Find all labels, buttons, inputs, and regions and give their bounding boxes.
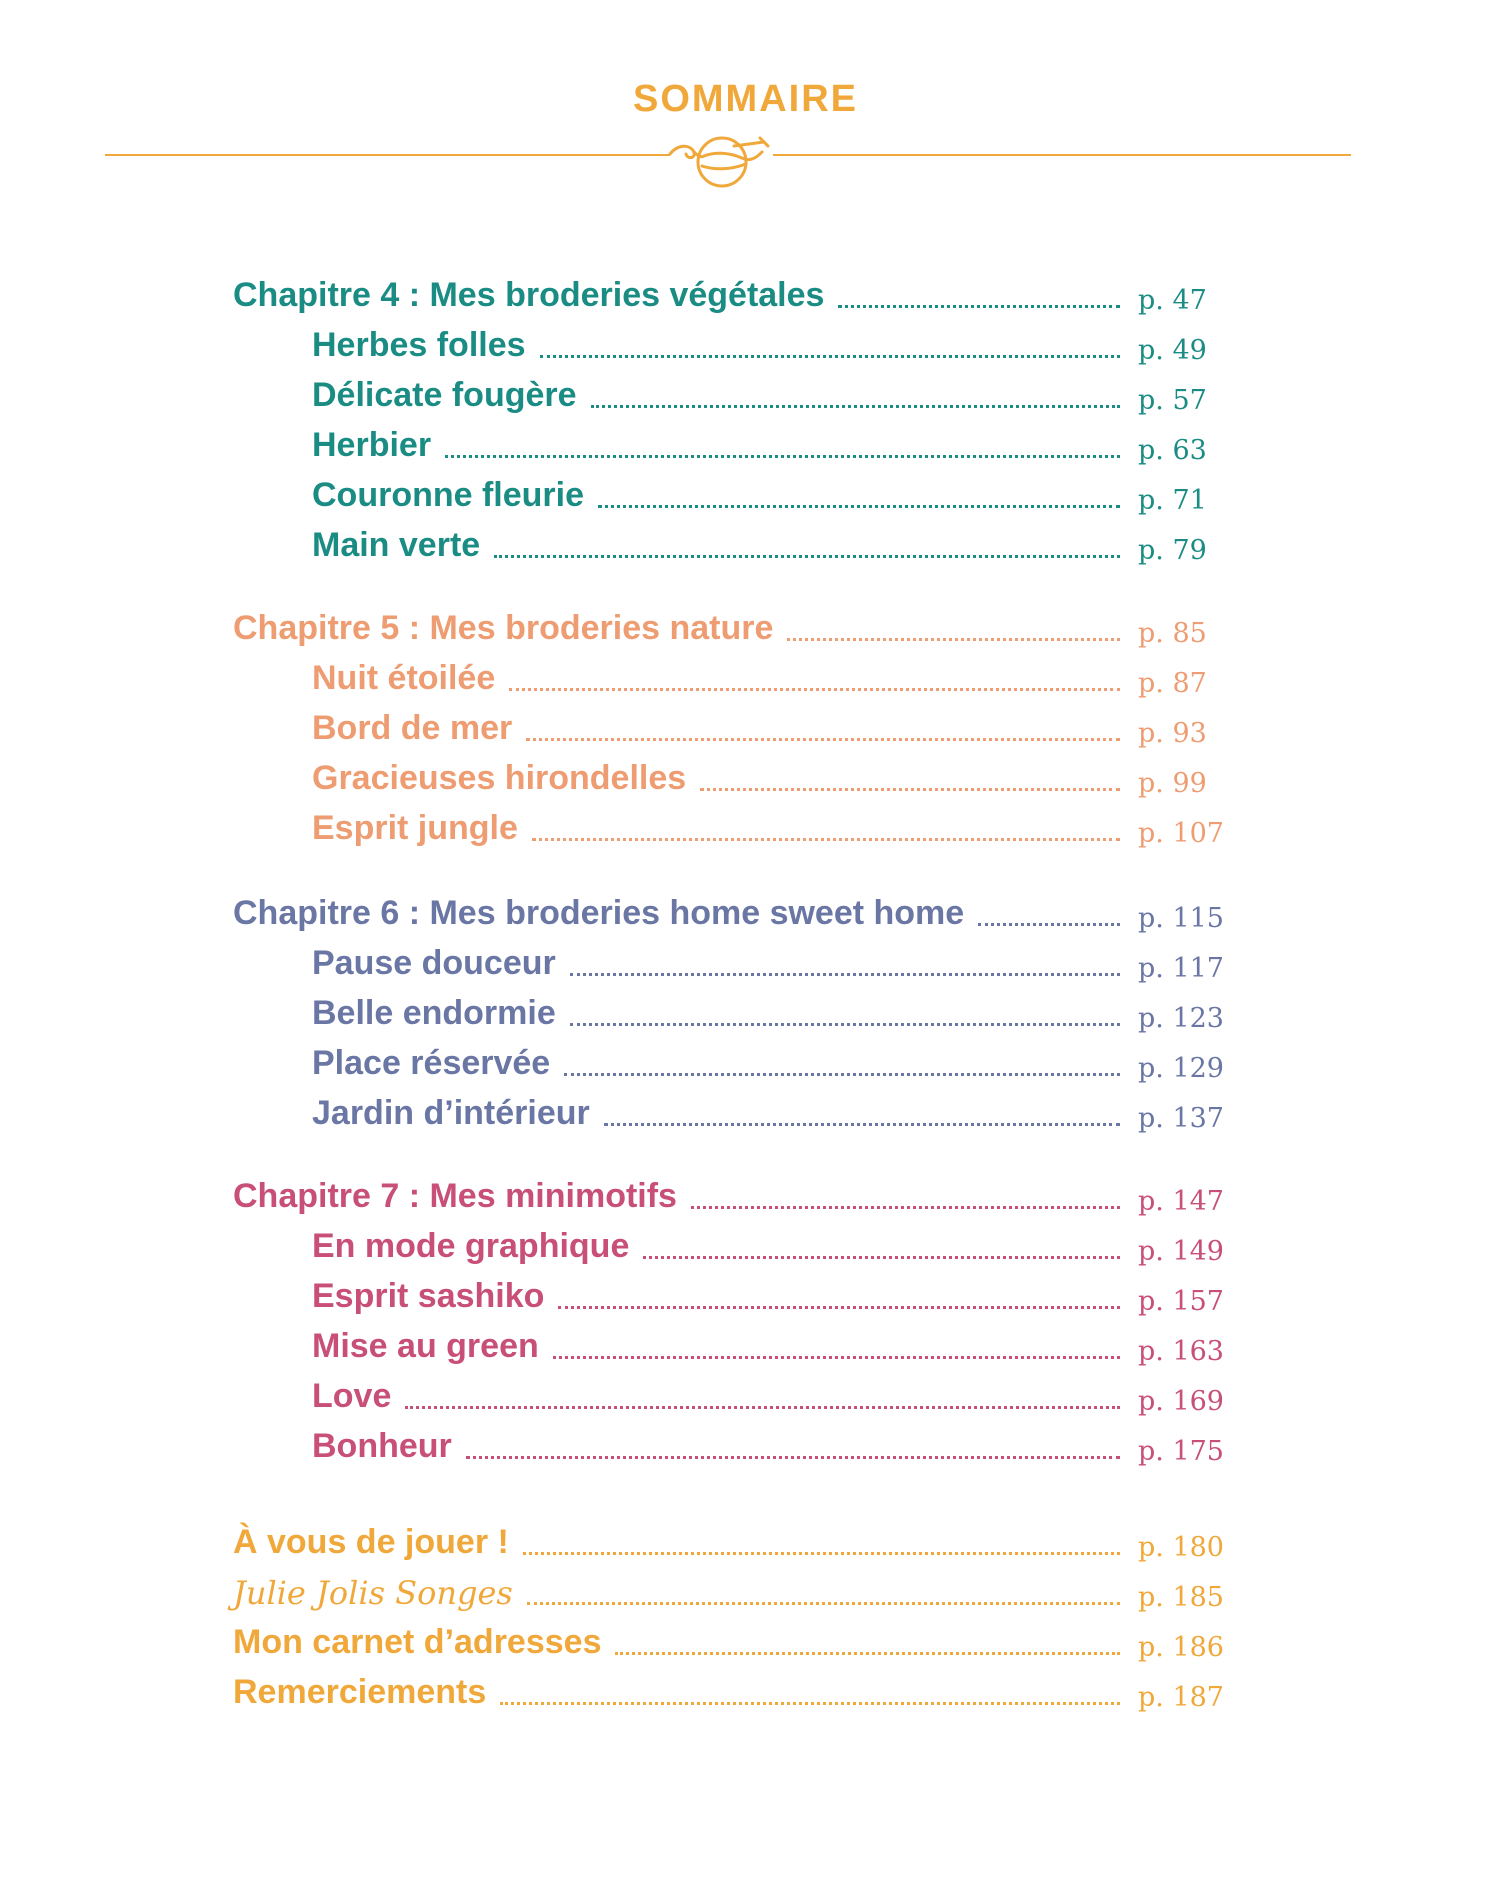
dot-leader: [494, 555, 1120, 558]
dot-leader: [691, 1206, 1120, 1209]
dot-leader: [643, 1256, 1120, 1259]
dot-leader: [509, 688, 1120, 691]
dot-leader: [445, 455, 1120, 458]
section-entry[interactable]: [0, 370, 1491, 420]
header-rule-left: [105, 154, 670, 156]
dot-leader: [523, 1552, 1120, 1555]
page-number: p. 87: [1138, 668, 1207, 699]
dot-leader: [604, 1123, 1120, 1126]
page-number: p. 115: [1138, 903, 1224, 934]
page-number: p. 93: [1138, 718, 1207, 749]
entry-title: Jardin d’intérieur: [312, 1094, 590, 1132]
entry-title: Esprit sashiko: [312, 1277, 545, 1315]
page-number: p. 47: [1138, 285, 1207, 316]
section-entry[interactable]: [0, 1088, 1491, 1138]
section-entry[interactable]: [0, 938, 1491, 988]
dot-leader: [564, 1073, 1120, 1076]
page-number: p. 157: [1138, 1286, 1224, 1317]
dot-leader: [978, 923, 1120, 926]
page-number: p. 147: [1138, 1186, 1224, 1217]
section-entry[interactable]: [0, 420, 1491, 470]
page-number: p. 163: [1138, 1336, 1224, 1367]
entry-title: Gracieuses hirondelles: [312, 759, 687, 797]
chapter-entry[interactable]: [0, 603, 1491, 653]
dot-leader: [540, 355, 1120, 358]
section-entry[interactable]: [0, 1371, 1491, 1421]
entry-title: Love: [312, 1377, 392, 1415]
dot-leader: [466, 1456, 1120, 1459]
dot-leader: [787, 638, 1120, 641]
section-entry[interactable]: [0, 753, 1491, 803]
entry-title: Herbes folles: [312, 326, 526, 364]
header-rule-right: [773, 154, 1351, 156]
dot-leader: [500, 1702, 1120, 1705]
dot-leader: [700, 788, 1120, 791]
entry-title: Remerciements: [233, 1673, 487, 1711]
page-number: p. 186: [1138, 1632, 1224, 1663]
dot-leader: [558, 1306, 1120, 1309]
page-number: p. 49: [1138, 335, 1207, 366]
page-title: SOMMAIRE: [633, 78, 858, 120]
page-number: p. 187: [1138, 1682, 1224, 1713]
section-entry[interactable]: [0, 803, 1491, 853]
entry-title: Belle endormie: [312, 994, 556, 1032]
entry-title: Esprit jungle: [312, 809, 518, 847]
page-number: p. 85: [1138, 618, 1207, 649]
page-number: p. 137: [1138, 1103, 1224, 1134]
page-number: p. 107: [1138, 818, 1224, 849]
section-entry[interactable]: [0, 703, 1491, 753]
chapter-entry[interactable]: [0, 888, 1491, 938]
dot-leader: [553, 1356, 1120, 1359]
section-entry[interactable]: [0, 1271, 1491, 1321]
chapter-title: Chapitre 5 : Mes broderies nature: [233, 609, 774, 647]
dot-leader: [527, 1602, 1120, 1605]
entry-title: Herbier: [312, 426, 432, 464]
section-entry[interactable]: [0, 1421, 1491, 1471]
entry-title: Pause douceur: [312, 944, 556, 982]
dot-leader: [405, 1406, 1120, 1409]
chapter-entry[interactable]: [0, 1171, 1491, 1221]
entry-title: Bonheur: [312, 1427, 452, 1465]
back-matter-entry[interactable]: [0, 1567, 1491, 1617]
page-number: p. 129: [1138, 1053, 1224, 1084]
entry-title: Bord de mer: [312, 709, 513, 747]
page-header: [0, 0, 1491, 200]
section-entry[interactable]: [0, 320, 1491, 370]
chapter-title: Chapitre 4 : Mes broderies végétales: [233, 276, 825, 314]
page-number: p. 57: [1138, 385, 1207, 416]
section-entry[interactable]: [0, 653, 1491, 703]
page-number: p. 63: [1138, 435, 1207, 466]
chapter-title: Chapitre 7 : Mes minimotifs: [233, 1177, 677, 1215]
page-number: p. 99: [1138, 768, 1207, 799]
entry-title: Nuit étoilée: [312, 659, 496, 697]
thread-needle-icon: [664, 122, 776, 194]
section-entry[interactable]: [0, 470, 1491, 520]
entry-title: Couronne fleurie: [312, 476, 585, 514]
page-number: p. 185: [1138, 1582, 1224, 1613]
entry-title: À vous de jouer !: [233, 1523, 509, 1561]
entry-title: Mise au green: [312, 1327, 539, 1365]
dot-leader: [838, 305, 1120, 308]
dot-leader: [532, 838, 1120, 841]
page-number: p. 149: [1138, 1236, 1224, 1267]
page-number: p. 117: [1138, 953, 1224, 984]
dot-leader: [526, 738, 1120, 741]
dot-leader: [570, 1023, 1120, 1026]
section-entry[interactable]: [0, 1038, 1491, 1088]
entry-title: En mode graphique: [312, 1227, 630, 1265]
page-number: p. 71: [1138, 485, 1207, 516]
back-matter-entry[interactable]: [0, 1617, 1491, 1667]
entry-title: Mon carnet d’adresses: [233, 1623, 602, 1661]
entry-title: Julie Jolis Songes: [233, 1574, 513, 1612]
entry-title: Délicate fougère: [312, 376, 577, 414]
entry-title: Main verte: [312, 526, 481, 564]
chapter-entry[interactable]: [0, 270, 1491, 320]
section-entry[interactable]: [0, 1221, 1491, 1271]
page-number: p. 180: [1138, 1532, 1224, 1563]
back-matter-entry[interactable]: [0, 1667, 1491, 1717]
page-number: p. 79: [1138, 535, 1207, 566]
section-entry[interactable]: [0, 1321, 1491, 1371]
section-entry[interactable]: [0, 520, 1491, 570]
dot-leader: [615, 1652, 1120, 1655]
back-matter-entry[interactable]: [0, 1517, 1491, 1567]
page-number: p. 175: [1138, 1436, 1224, 1467]
page-number: p. 169: [1138, 1386, 1224, 1417]
section-entry[interactable]: [0, 988, 1491, 1038]
dot-leader: [598, 505, 1120, 508]
entry-title: Place réservée: [312, 1044, 551, 1082]
chapter-title: Chapitre 6 : Mes broderies home sweet home: [233, 894, 965, 932]
dot-leader: [591, 405, 1120, 408]
page-number: p. 123: [1138, 1003, 1224, 1034]
dot-leader: [570, 973, 1120, 976]
